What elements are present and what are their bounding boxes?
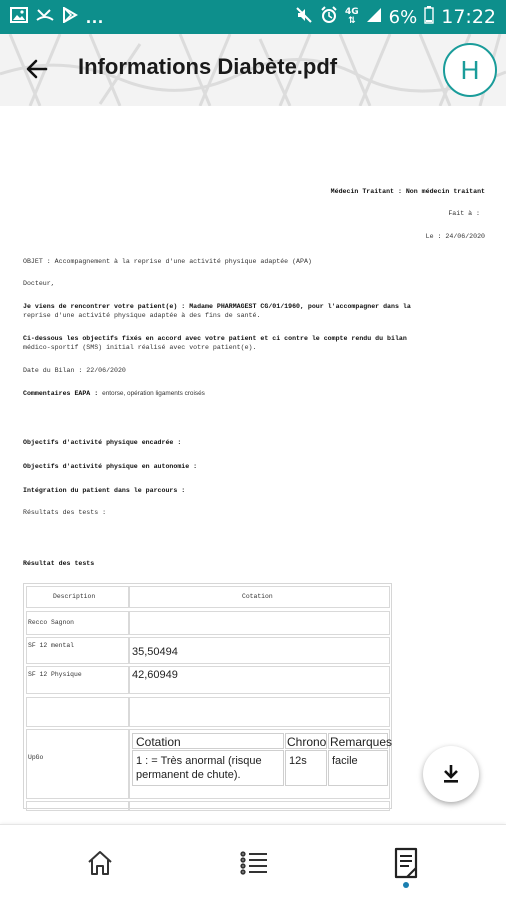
clock: 17:22	[441, 6, 496, 28]
table-row: SF 12 mental	[26, 637, 129, 664]
table-row	[26, 801, 129, 811]
table-row: UpGo	[26, 729, 129, 799]
app-header	[0, 34, 506, 106]
missed-call-icon	[36, 7, 54, 28]
inner-cell: facile	[328, 750, 388, 786]
page-title: Informations Diabète.pdf	[78, 54, 338, 79]
signal-icon	[366, 7, 382, 27]
bottom-navigation	[0, 824, 506, 900]
greeting: Docteur,	[23, 280, 55, 287]
active-tab-indicator	[403, 882, 409, 888]
pdf-document[interactable]	[0, 106, 506, 824]
table-cell	[129, 697, 390, 727]
table-row	[26, 697, 129, 727]
resultat-title: Résultat des tests	[23, 560, 95, 567]
date-line: Le : 24/06/2020	[425, 233, 485, 240]
gallery-icon	[10, 7, 28, 28]
inner-header-cell: Remarques	[330, 735, 393, 749]
objectifs-autonomie: Objectifs d'activité physique en autonomie :	[23, 463, 198, 470]
avatar[interactable]: H	[443, 43, 497, 97]
commentaires	[23, 390, 205, 398]
results-table	[23, 583, 392, 809]
inner-cell: 1 : = Très anormal (risque permanent de chute).	[132, 750, 284, 786]
table-row: SF 12 Physique	[26, 666, 129, 694]
play-store-icon	[62, 7, 78, 28]
integration-line: Intégration du patient dans le parcours :	[23, 487, 186, 494]
notification-icons	[10, 7, 104, 27]
list-icon	[238, 848, 270, 878]
nav-list[interactable]	[234, 843, 274, 883]
download-icon	[439, 762, 463, 786]
system-icons	[295, 5, 496, 29]
battery-icon	[424, 6, 434, 28]
more-notifications: ...	[86, 6, 105, 27]
document-icon	[393, 847, 419, 879]
commentaires-value: entorse, opération ligaments croisés	[102, 390, 205, 397]
inner-header-cell: Cotation	[132, 733, 284, 749]
inner-cell: 12s	[285, 750, 327, 786]
doctor-line: Médecin Traitant : Non médecin traitant	[330, 188, 485, 195]
battery-percent: 6%	[388, 6, 418, 28]
nav-documents[interactable]	[386, 843, 426, 883]
paragraph-1-line-2: reprise d'une activité physique adaptée à des fins de santé.	[23, 312, 261, 319]
paragraph-2-line-2: médico-sportif (SMS) initial réalisé avec votre patient(e).	[23, 344, 257, 351]
status-bar	[0, 0, 506, 34]
alarm-icon	[320, 6, 338, 28]
table-cell	[129, 611, 390, 635]
resultats-label: Résultats des tests :	[23, 509, 107, 516]
fait-a-line: Fait à :	[448, 210, 480, 217]
mute-icon	[295, 6, 313, 28]
objectifs-encadree: Objectifs d'activité physique encadrée :	[23, 439, 182, 446]
nav-home[interactable]	[80, 843, 120, 883]
bilan-date: Date du Bilan : 22/06/2020	[23, 367, 126, 374]
table-cell: 35,50494	[129, 637, 390, 664]
paragraph-2-line-1: Ci-dessous les objectifs fixés en accord avec votre patient et ci contre le compte rendu du bilan	[23, 335, 407, 342]
objet-line: OBJET : Accompagnement à la reprise d'une activité physique adaptée (APA)	[23, 258, 312, 265]
table-cell	[129, 801, 390, 811]
back-button[interactable]	[20, 52, 54, 86]
commentaires-label: Commentaires EAPA :	[23, 390, 99, 397]
home-icon	[85, 848, 115, 878]
inner-header-cell: Chrono	[287, 735, 327, 749]
download-button[interactable]	[423, 746, 479, 802]
table-header-cell: Cotation	[129, 586, 390, 608]
table-row: Recco Sagnon	[26, 611, 129, 635]
arrow-left-icon	[20, 52, 54, 86]
network-indicator: 4G ⇅	[345, 7, 359, 26]
table-header-cell: Description	[26, 586, 129, 608]
table-cell: 42,60949	[129, 666, 390, 694]
upgo-inner-table	[132, 733, 393, 781]
paragraph-1-line-1: Je viens de rencontrer votre patient(e) : Madame PHARMAGEST CG/01/1960, pour l'accompagner dans la	[23, 303, 411, 310]
